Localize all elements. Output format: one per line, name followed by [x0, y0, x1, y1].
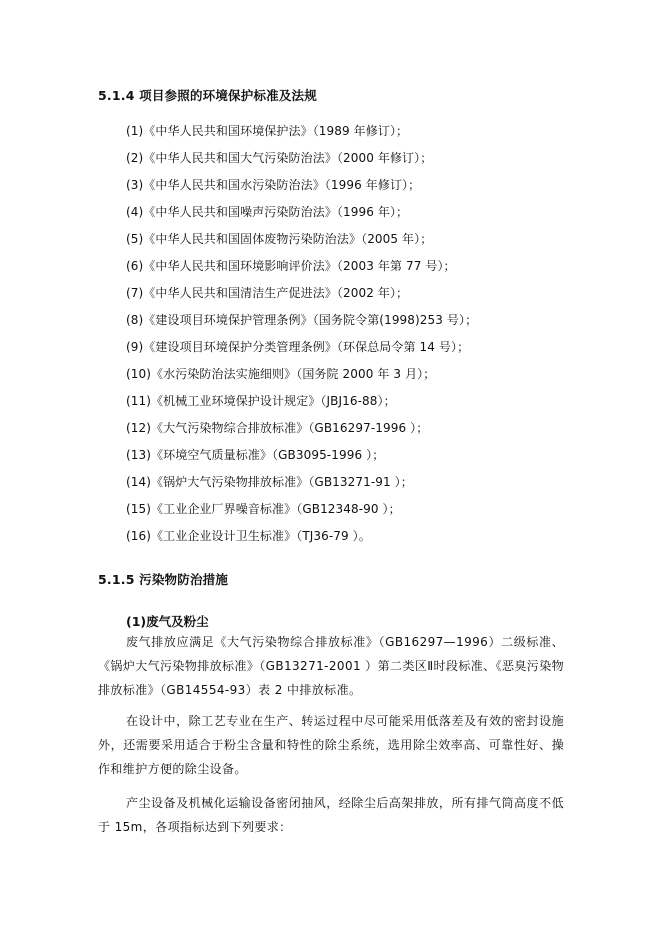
list-item: (9)《建设项目环境保护分类管理条例》（环保总局令第 14 号）； [126, 340, 470, 354]
list-item: (7)《中华人民共和国清洁生产促进法》（2002 年）； [126, 286, 409, 300]
list-item: (4)《中华人民共和国噪声污染防治法》（1996 年）； [126, 205, 409, 219]
paragraph-exhaust-stack-requirements: 产尘设备及机械化运输设备密闭抽风，经除尘后高架排放，所有排气筒高度不低于 15m，各项指标达到下列要求： [98, 796, 564, 834]
paragraph-emission-standards: 废气排放应满足《大气污染物综合排放标准》（GB16297—1996）二级标准、《锅炉大气污染物排放标准》（GB13271-2001 ）第二类区Ⅱ时段标准、《恶臭污染物排放标准》（GB14554-93）表 2 中排放标准。 [98, 635, 564, 697]
list-item: (15)《工业企业厂界噪音标准》（GB12348-90 ）； [126, 502, 401, 516]
list-item: (10)《水污染防治法实施细则》（国务院 2000 年 3 月）； [126, 367, 436, 381]
list-item: (13)《环境空气质量标准》（GB3095-1996 ）； [126, 448, 385, 462]
list-item: (8)《建设项目环境保护管理条例》（国务院令第(1998)253 号）； [126, 313, 478, 327]
list-item: (1)《中华人民共和国环境保护法》（1989 年修订）； [126, 124, 409, 138]
list-item: (3)《中华人民共和国水污染防治法》（1996 年修订）； [126, 178, 421, 192]
section-heading-5-1-5: 5.1.5 污染物防治措施 [98, 572, 229, 587]
section-heading-5-1-4: 5.1.4 项目参照的环境保护标准及法规 [98, 88, 317, 103]
list-item: (14)《锅炉大气污染物排放标准》（GB13271-91 ）； [126, 475, 413, 489]
regulation-list [126, 123, 477, 555]
list-item: (16)《工业企业设计卫生标准》（TJ36-79 ）。 [126, 529, 371, 543]
list-item: (5)《中华人民共和国固体废物污染防治法》（2005 年）； [126, 232, 433, 246]
list-item: (12)《大气污染物综合排放标准》（GB16297-1996 ）； [126, 421, 429, 435]
list-item: (11)《机械工业环境保护设计规定》（JBJ16-88）； [126, 394, 396, 408]
paragraph-dust-removal-design: 在设计中，除工艺专业在生产、转运过程中尽可能采用低落差及有效的密封设施外，还需要采用适合于粉尘含量和特性的除尘系统，选用除尘效率高、可靠性好、操作和维护方便的除尘设备。 [98, 714, 564, 776]
list-item: (2)《中华人民共和国大气污染防治法》（2000 年修订）； [126, 151, 433, 165]
list-item: (6)《中华人民共和国环境影响评价法》（2003 年第 77 号）； [126, 259, 456, 273]
subsection-heading-exhaust-dust: (1)废气及粉尘 [126, 614, 209, 629]
